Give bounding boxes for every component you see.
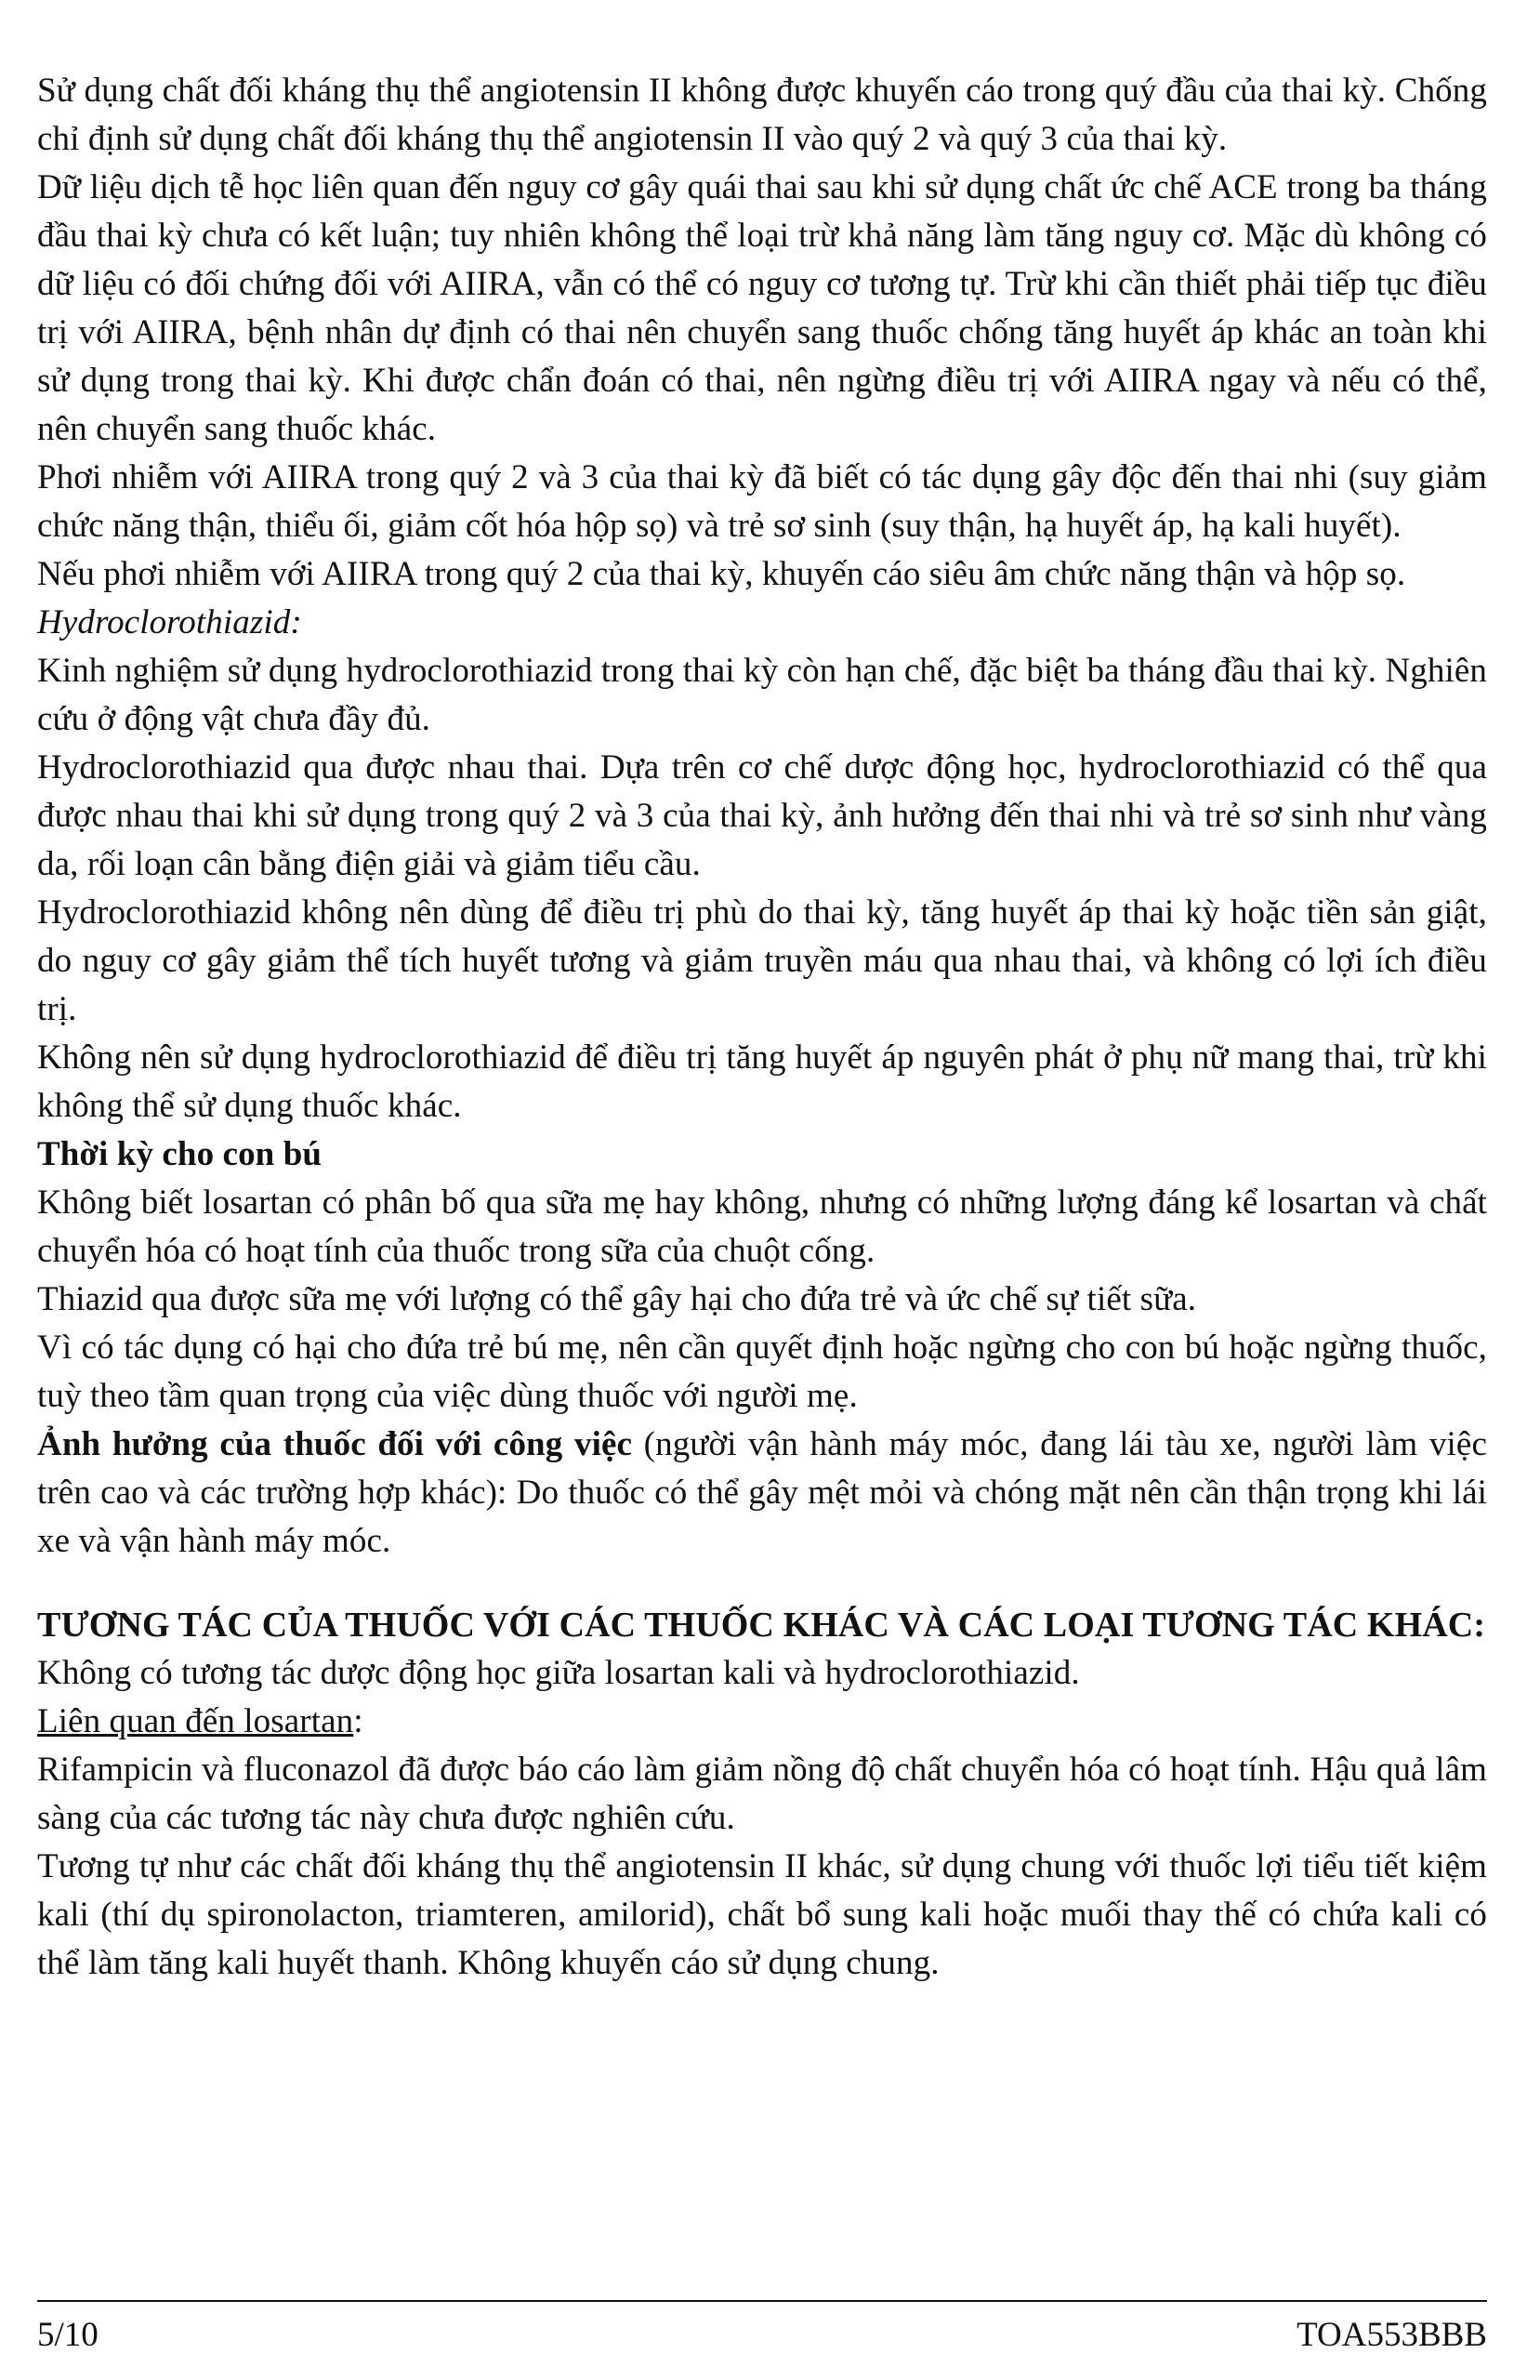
paragraph-hctz-experience: Kinh nghiệm sử dụng hydroclorothiazid trong thai kỳ còn hạn chế, đặc biệt ba tháng đầu thai kỳ. Nghiên cứu ở động vật chưa đầy đủ. <box>37 652 1487 738</box>
paragraph-aiira-trimester: Sử dụng chất đối kháng thụ thể angiotensin II không được khuyến cáo trong quý đầu của thai kỳ. Chống chỉ định sử dụng chất đối kháng thụ thể angiotensin II vào quý 2 và quý 3 của thai kỳ. <box>37 72 1487 158</box>
paragraph-aiira-exposure: Phơi nhiễm với AIIRA trong quý 2 và 3 của thai kỳ đã biết có tác dụng gây độc đến thai nhi (suy giảm chức năng thận, thiểu ối, giảm cốt hóa hộp sọ) và trẻ sơ sinh (suy thận, hạ huyết áp, hạ kali huyết). <box>37 458 1487 545</box>
subheading-losartan-line <box>37 1698 1487 1746</box>
paragraph-potassium: Tương tự như các chất đối kháng thụ thể angiotensin II khác, sử dụng chung với thuốc lợi tiểu tiết kiệm kali (thí dụ spironolacton, triamteren, amilorid), chất bổ sung kali hoặc muối thay thế có chứa kali có thể làm tăng kali huyết thanh. Không khuyến cáo sử dụng chung. <box>37 1847 1487 1982</box>
page-number: 5/10 <box>37 2316 99 2354</box>
heading-work-effects: Ảnh hưởng của thuốc đối với công việc <box>37 1425 633 1463</box>
paragraph-no-pk-interaction: Không có tương tác dược động học giữa losartan kali và hydroclorothiazid. <box>37 1654 1080 1692</box>
heading-interactions: TƯƠNG TÁC CỦA THUỐC VỚI CÁC THUỐC KHÁC VÀ CÁC LOẠI TƯƠNG TÁC KHÁC: <box>37 1606 1486 1645</box>
document-body <box>37 67 1487 1988</box>
page-footer <box>37 2311 1487 2360</box>
subheading-losartan-colon: : <box>353 1702 363 1740</box>
text-work-effects: (người vận hành máy móc, đang lái tàu xe, người làm việc trên cao và các trường hợp khác): Do thuốc có thể gây mệt mỏi và chóng mặt nên cần thận trọng khi lái xe và vận hành máy móc. <box>37 1425 1487 1560</box>
paragraph-thiazid-milk: Thiazid qua được sữa mẹ với lượng có thể gây hại cho đứa trẻ và ức chế sự tiết sữa. <box>37 1280 1197 1318</box>
subheading-losartan: Liên quan đến losartan <box>37 1702 354 1740</box>
paragraph-hctz-edema: Hydroclorothiazid không nên dùng để điều trị phù do thai kỳ, tăng huyết áp thai kỳ hoặc tiền sản giật, do nguy cơ gây giảm thể tích huyết tương và giảm truyền máu qua nhau thai, và không có lợi ích điều trị. <box>37 893 1487 1028</box>
document-code: TOA553BBB <box>1296 2316 1487 2354</box>
subheading-hydroclorothiazid: Hydroclorothiazid: <box>37 603 302 641</box>
paragraph-ultrasound: Nếu phơi nhiễm với AIIRA trong quý 2 của thai kỳ, khuyến cáo siêu âm chức năng thận và hộp sọ. <box>37 555 1406 593</box>
footer-divider <box>37 2300 1487 2302</box>
paragraph-hctz-hypertension: Không nên sử dụng hydroclorothiazid để điều trị tăng huyết áp nguyên phát ở phụ nữ mang thai, trừ khi không thể sử dụng thuốc khác. <box>37 1038 1487 1125</box>
paragraph-hctz-placenta: Hydroclorothiazid qua được nhau thai. Dựa trên cơ chế dược động học, hydroclorothiazid có thể qua được nhau thai khi sử dụng trong quý 2 và 3 của thai kỳ, ảnh hưởng đến thai nhi và trẻ sơ sinh như vàng da, rối loạn cân bằng điện giải và giảm tiểu cầu. <box>37 748 1487 883</box>
paragraph-breastfeeding-decision: Vì có tác dụng có hại cho đứa trẻ bú mẹ, nên cần quyết định hoặc ngừng cho con bú hoặc ngừng thuốc, tuỳ theo tầm quan trọng của việc dùng thuốc với người mẹ. <box>37 1329 1487 1415</box>
paragraph-epidemiology: Dữ liệu dịch tễ học liên quan đến nguy cơ gây quái thai sau khi sử dụng chất ức chế ACE trong ba tháng đầu thai kỳ chưa có kết luận; tuy nhiên không thể loại trừ khả năng làm tăng nguy cơ. Mặc dù không có dữ liệu có đối chứng đối với AIIRA, vẫn có thể có nguy cơ tương tự. Trừ khi cần thiết phải tiếp tục điều trị với AIIRA, bệnh nhân dự định có thai nên chuyển sang thuốc chống tăng huyết áp khác an toàn khi sử dụng trong thai kỳ. Khi được chẩn đoán có thai, nên ngừng điều trị với AIIRA ngay và nếu có thể, nên chuyển sang thuốc khác. <box>37 168 1487 448</box>
heading-breastfeeding: Thời kỳ cho con bú <box>37 1135 322 1173</box>
paragraph-driving <box>37 1421 1487 1566</box>
paragraph-rifampicin: Rifampicin và fluconazol đã được báo cáo làm giảm nồng độ chất chuyển hóa có hoạt tính. Hậu quả lâm sàng của các tương tác này chưa được nghiên cứu. <box>37 1751 1487 1837</box>
paragraph-losartan-milk: Không biết losartan có phân bố qua sữa mẹ hay không, nhưng có những lượng đáng kể losartan và chất chuyển hóa có hoạt tính của thuốc trong sữa của chuột cống. <box>37 1183 1487 1270</box>
